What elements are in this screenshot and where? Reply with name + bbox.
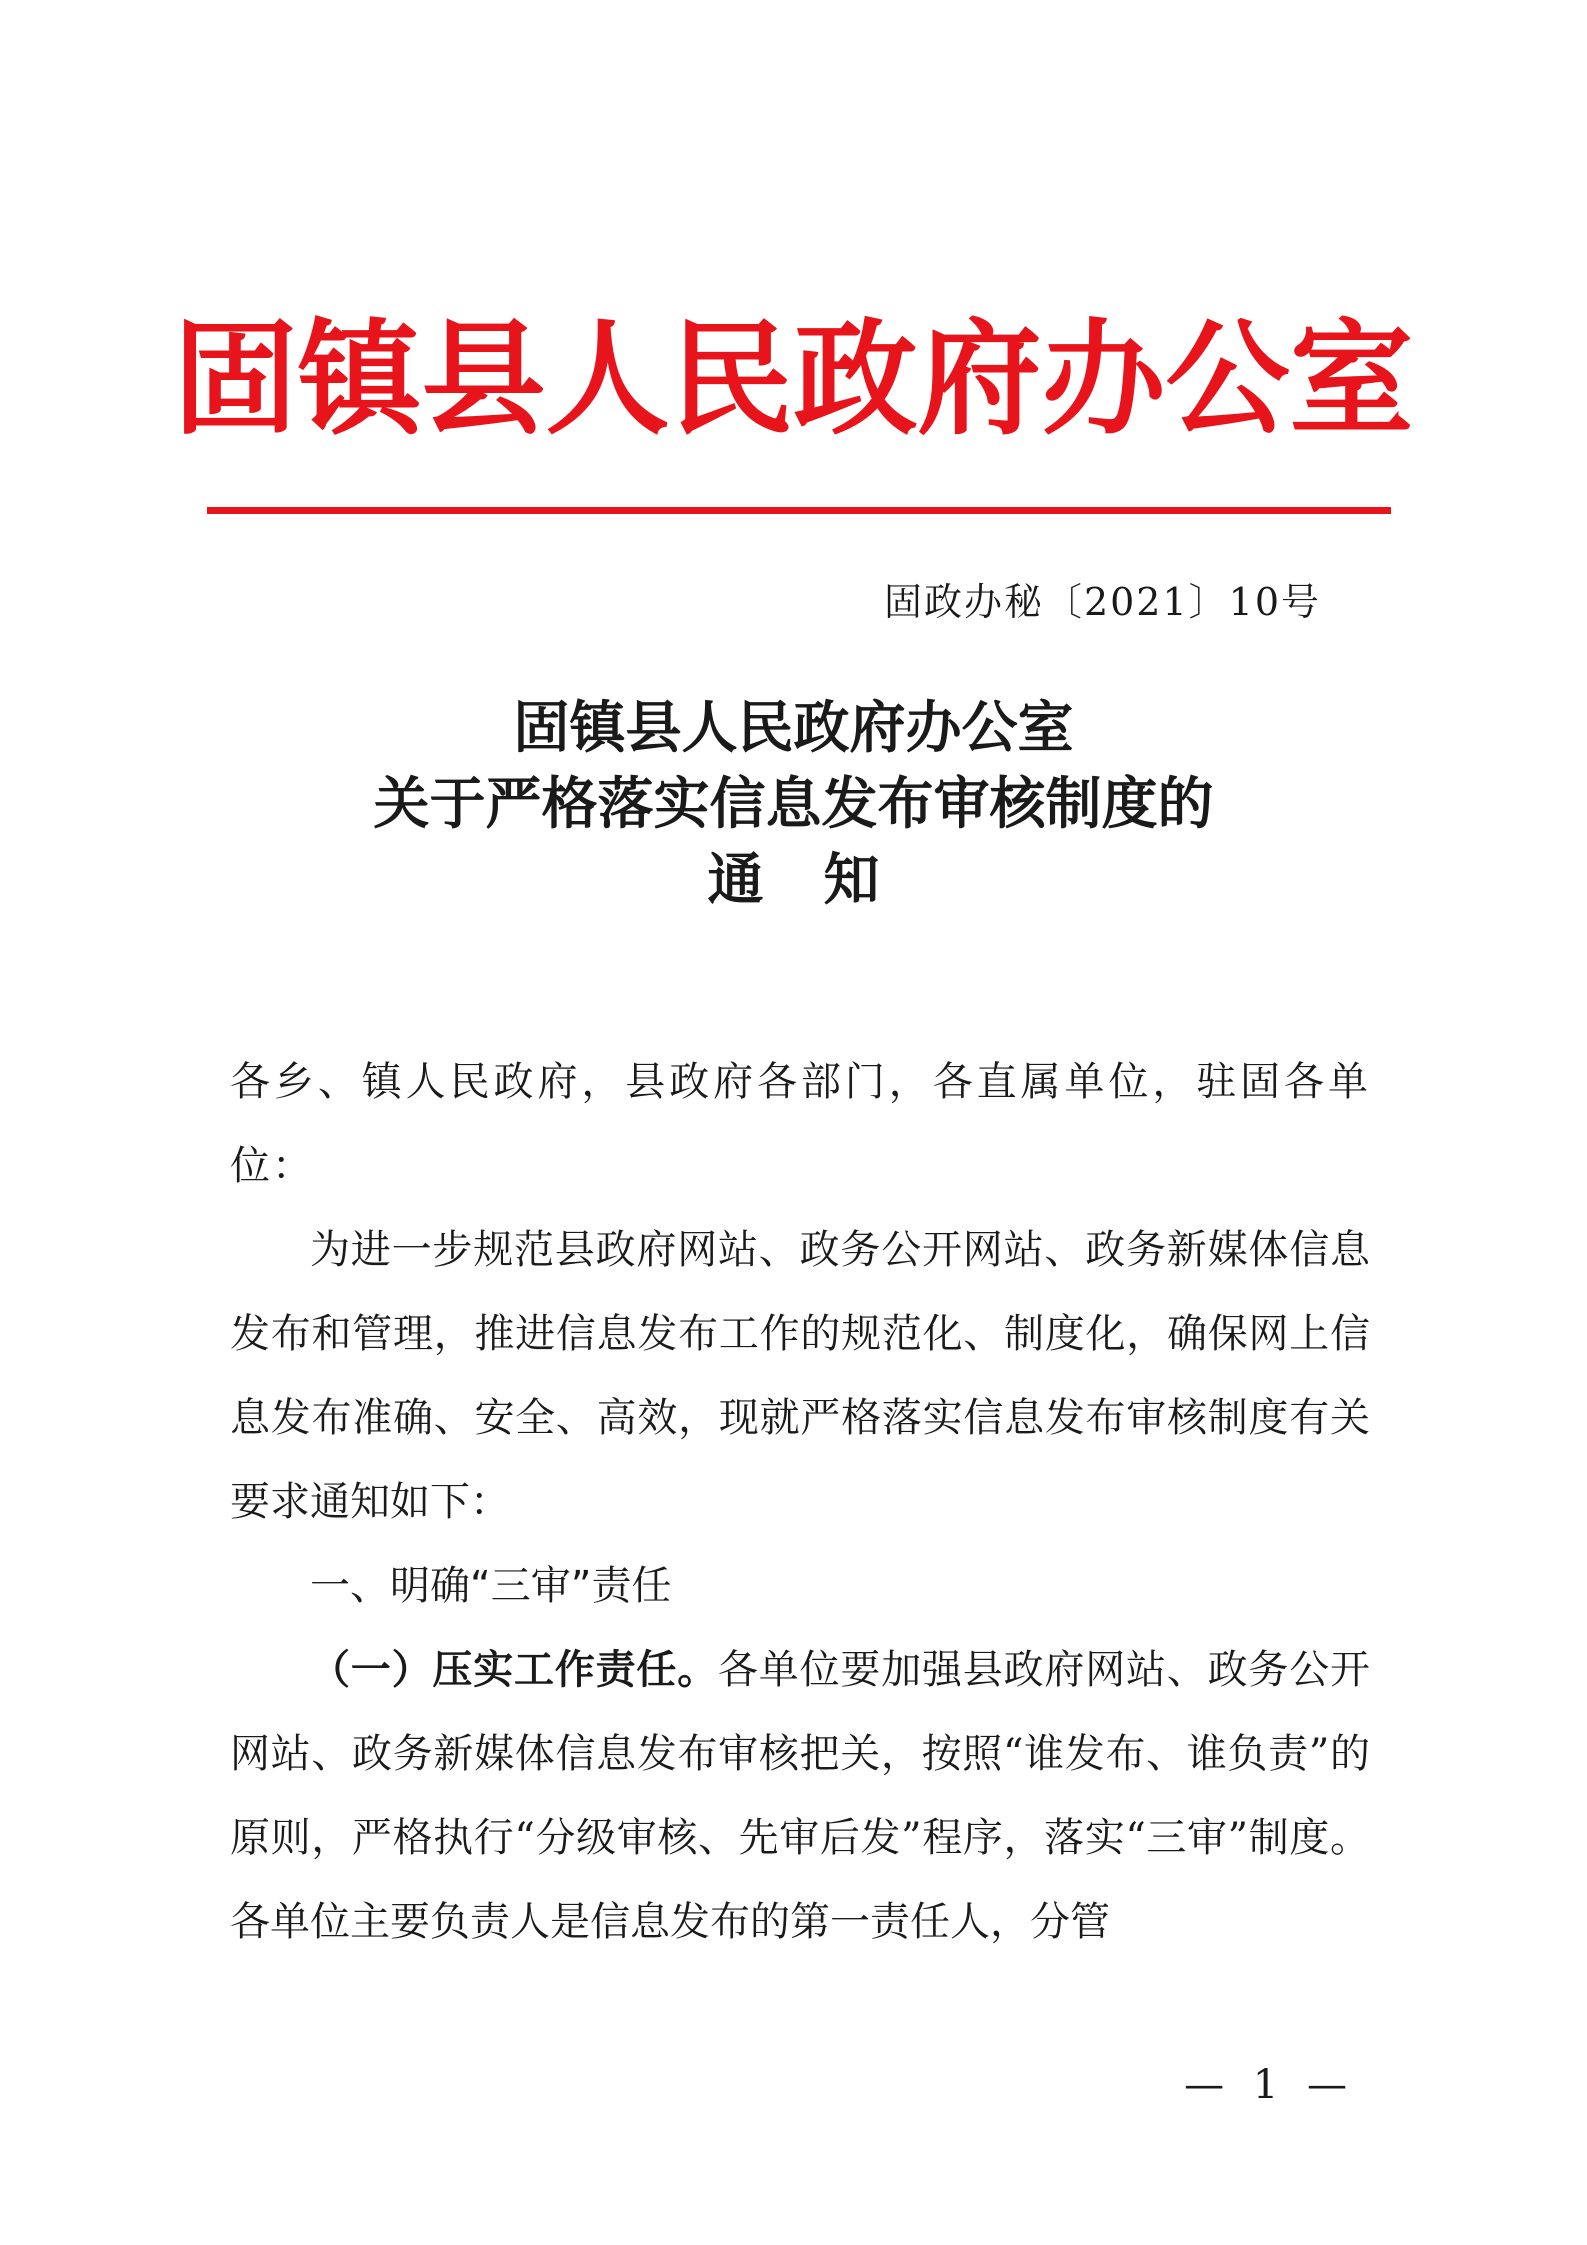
intro-paragraph: 为进一步规范县政府网站、政务公开网站、政务新媒体信息发布和管理，推进信息发布工作的规范化、制度化，确保网上信息发布准确、安全、高效，现就严格落实信息发布审核制度有关要求通知如下：: [230, 1227, 1370, 1525]
subsection-paragraph-1: [230, 1628, 1370, 1964]
subsection-text-1: 各单位要加强县政府网站、政务公开网站、政务新媒体信息发布审核把关，按照“谁发布、谁负责”的原则，严格执行“分级审核、先审后发”程序，落实“三审”制度。各单位主要负责人是信息发布的第一责任人，分管: [230, 1647, 1370, 1945]
salutation: 各乡、镇人民政府，县政府各部门，各直属单位，驻固各单位：: [230, 1059, 1370, 1189]
page-number: — 1 —: [1184, 2062, 1355, 2108]
title-line-3: 通知: [707, 847, 940, 913]
title-line-2: 关于严格落实信息发布审核制度的: [373, 771, 1214, 837]
document-title: [0, 690, 1587, 918]
document-body: [230, 1040, 1370, 1964]
document-number: 固政办秘〔2021〕10号: [883, 580, 1321, 624]
subsection-lead-1: （一）压实工作责任。: [310, 1646, 718, 1693]
title-line-1: 固镇县人民政府办公室: [513, 695, 1074, 761]
issuing-authority-header: 固镇县人民政府办公室: [173, 307, 1414, 452]
red-divider-line: [207, 507, 1391, 514]
section-heading-1: 一、明确“三审”责任: [310, 1563, 672, 1609]
